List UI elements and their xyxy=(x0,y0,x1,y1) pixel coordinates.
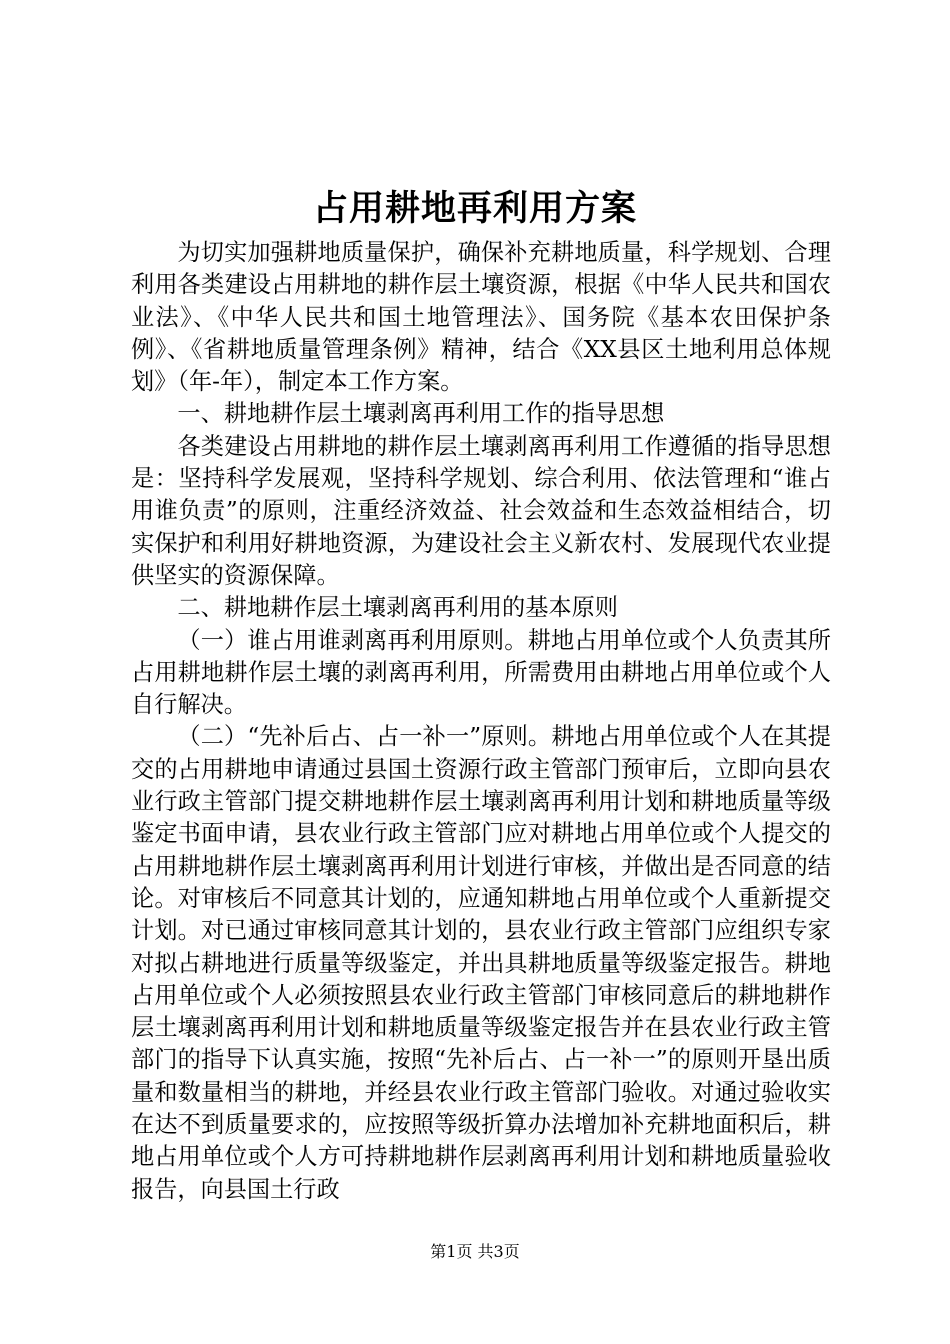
paragraph-principle-2: （二）“先补后占、占一补一”原则。耕地占用单位或个人在其提交的占用耕地申请通过县国土资源行政主管部门预审后，立即向县农业行政主管部门提交耕地耕作层土壤剥离再利用计划和耕地质量等级鉴定书面申请，县农业行政主管部门应对耕地占用单位或个人提交的占用耕地耕作层土壤剥离再利用计划进行审核，并做出是否同意的结论。对审核后不同意其计划的，应通知耕地占用单位或个人重新提交计划。对已通过审核同意其计划的，县农业行政主管部门应组织专家对拟占耕地进行质量等级鉴定，并出具耕地质量等级鉴定报告。耕地占用单位或个人必须按照县农业行政主管部门审核同意后的耕地耕作层土壤剥离再利用计划和耕地质量等级鉴定报告并在县农业行政主管部门的指导下认真实施，按照“先补后占、占一补一”的原则开垦出质量和数量相当的耕地，并经县农业行政主管部门验收。对通过验收实在达不到质量要求的，应按照等级折算办法增加补充耕地面积后，耕地占用单位或个人方可持耕地耕作层剥离再利用计划和耕地质量验收报告，向县国土行政 xyxy=(131,723,831,1203)
paragraph-principle-1: （一）谁占用谁剥离再利用原则。耕地占用单位或个人负责其所占用耕地耕作层土壤的剥离再利用，所需费用由耕地占用单位或个人自行解决。 xyxy=(131,626,831,719)
page-footer: 第1页 共3页 xyxy=(430,1242,520,1261)
paragraph-guiding-thought: 各类建设占用耕地的耕作层土壤剥离再利用工作遵循的指导思想是：坚持科学发展观，坚持科学规划、综合利用、依法管理和“谁占用谁负责”的原则，注重经济效益、社会效益和生态效益相结合，切实保护和利用好耕地资源，为建设社会主义新农村、发展现代农业提供坚实的资源保障。 xyxy=(131,432,831,589)
document-body xyxy=(131,237,831,1206)
section-heading-2: 二、耕地耕作层土壤剥离再利用的基本原则 xyxy=(177,594,618,622)
paragraph-intro: 为切实加强耕地质量保护，确保补充耕地质量，科学规划、合理利用各类建设占用耕地的耕作层土壤资源，根据《中华人民共和国农业法》、《中华人民共和国土地管理法》、国务院《基本农田保护条例》、《省耕地质量管理条例》精神，结合《XX县区土地利用总体规划》（年-年），制定本工作方案。 xyxy=(131,239,831,396)
document-title: 占用耕地再利用方案 xyxy=(312,188,637,229)
section-heading-1: 一、耕地耕作层土壤剥离再利用工作的指导思想 xyxy=(177,400,665,428)
